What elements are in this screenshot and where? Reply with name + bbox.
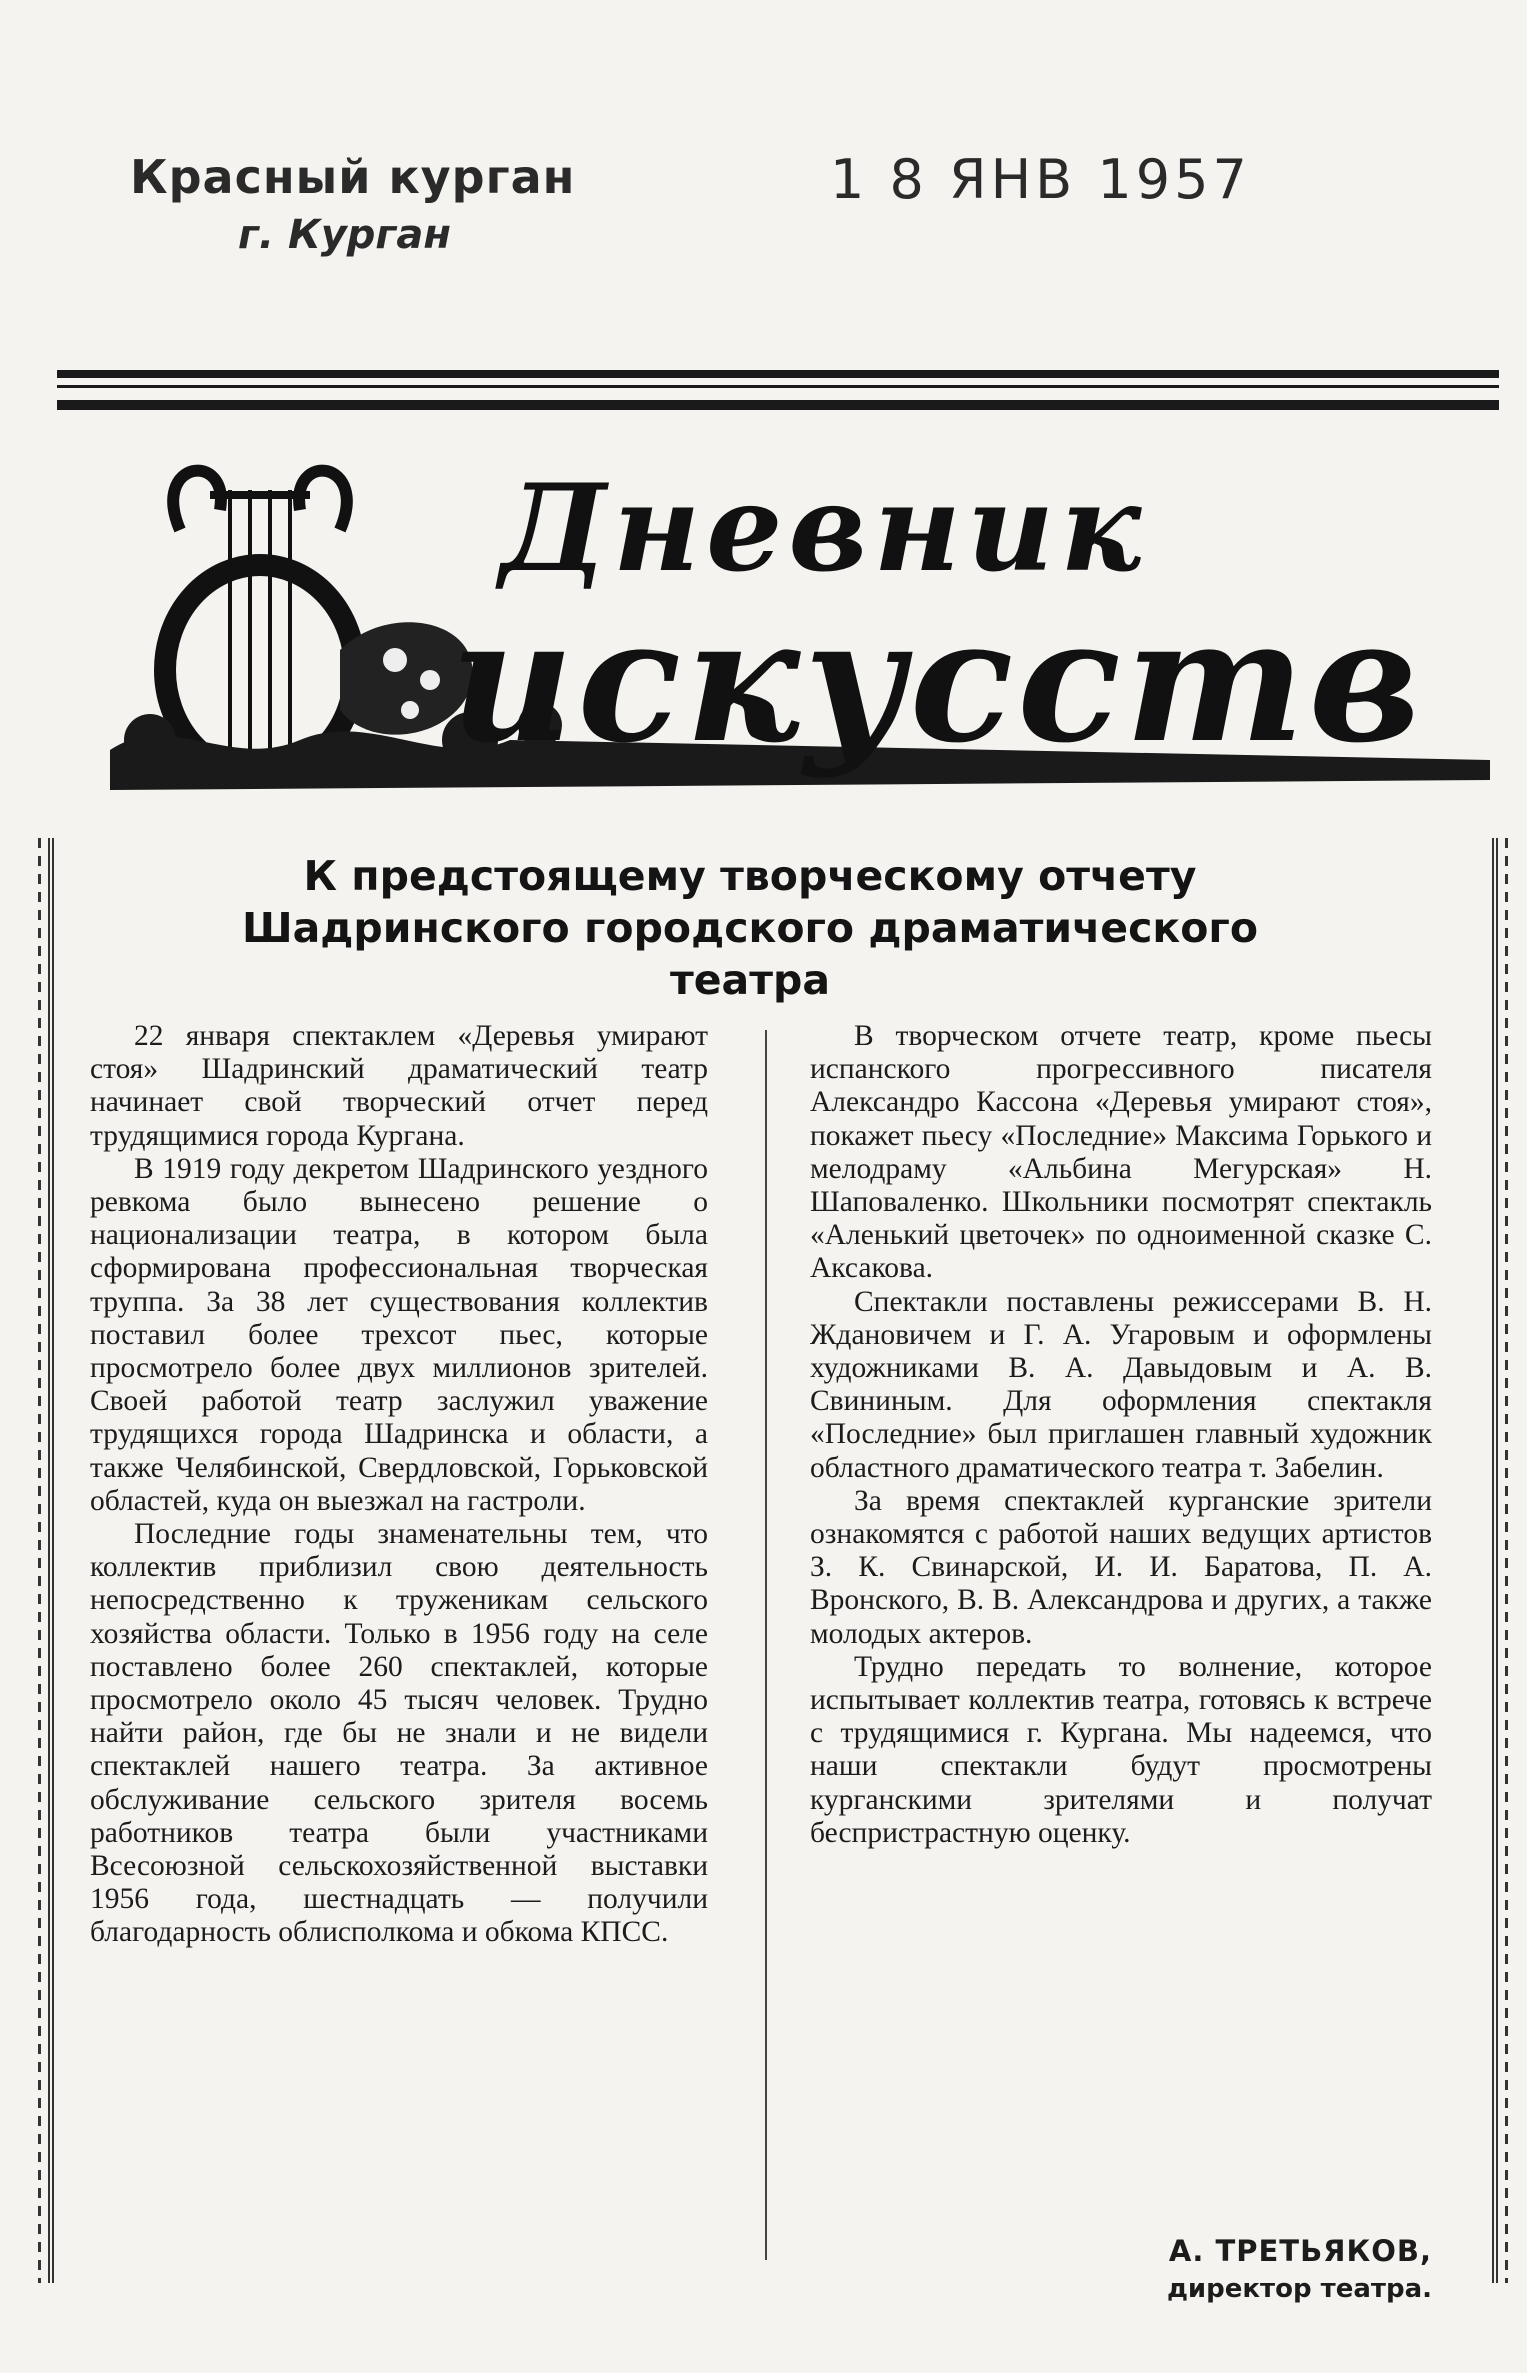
- stamp-newspaper-name: Красный курган: [130, 150, 576, 204]
- rubric-title-line1: Дневник: [500, 458, 1148, 599]
- article-column-left: [90, 1020, 708, 1950]
- column-divider: [765, 1030, 767, 2260]
- paragraph: В 1919 году декретом Шадринского уездного ревкома было вынесено решение о национализации театра, в котором была сформирована профессиональная творческая труппа. За 38 лет существования коллектив поставил более трехсот пьес, которые просмотрело более двух миллионов зрителей. Своей работой театр заслужил уважение трудящихся города Шадринска и области, а также Челябинской, Свердловской, Горьковской областей, куда он выезжал на гастроли.: [90, 1152, 708, 1517]
- headline-line: театра: [669, 956, 831, 1004]
- paragraph: В творческом отчете театр, кроме пьесы испанского прогрессивного писателя Александро Кассона «Деревья умирают стоя», покажет пьесу «Последние» Максима Горького и мелодраму «Альбина Мегурская» Н. Шаповаленко. Школьники посмотрят спектакль «Аленький цветочек» по одноименной сказке С. Аксакова.: [810, 1020, 1432, 1285]
- rubric-title-line2: искусств: [450, 581, 1425, 781]
- paragraph: Спектакли поставлены режиссерами В. Н. Ждановичем и Г. А. Угаровым и оформлены художниками В. А. Давыдовым и А. В. Свининым. Для оформления спектакля «Последние» был приглашен главный художник областного драматического театра т. Забелин.: [810, 1285, 1432, 1484]
- stamp-date: 1 8 ЯНВ 1957: [830, 148, 1251, 211]
- stamp-city: г. Курган: [238, 212, 451, 258]
- top-rule-thick: [57, 370, 1499, 378]
- rubric-header: [110, 420, 1490, 800]
- signature-role: директор театра.: [1166, 2274, 1432, 2304]
- headline-line: К предстоящему творческому отчету: [303, 852, 1197, 900]
- paragraph: Последние годы знаменательны тем, что коллектив приблизил свою деятельность непосредственно к труженикам сельского хозяйства области. Только в 1956 году на селе поставлено более 260 спектаклей, которые просмотрело около 45 тысяч человек. Трудно найти район, где бы не знали и не видели спектаклей нашего театра. За активное обслуживание сельского зрителя восемь работников театра были участниками Всесоюзной сельскохозяйственной выставки 1956 года, шестнадцать — получили благодарность облисполкома и обкома КПСС.: [90, 1518, 708, 1949]
- paragraph: За время спектаклей курганские зрители ознакомятся с работой наших ведущих артистов З. К. Свинарской, И. И. Баратова, П. А. Вронского, В. В. Александрова и других, а также молодых актеров.: [810, 1484, 1432, 1650]
- article-headline: [160, 850, 1340, 1006]
- paragraph: Трудно передать то волнение, которое испытывает коллектив театра, готовясь к встрече с трудящимися г. Кургана. Мы надеемся, что наши спектакли будут просмотрены курганскими зрителями и получат беспристрастную оценку.: [810, 1650, 1432, 1849]
- top-rule-thin: [57, 385, 1499, 388]
- lyre-icon: [165, 471, 355, 775]
- paragraph: 22 января спектаклем «Деревья умирают стоя» Шадринский драматический театр начинает свой творческий отчет перед трудящимися города Кургана.: [90, 1020, 708, 1152]
- headline-line: Шадринского городского драматического: [241, 904, 1258, 952]
- article-column-right: [810, 1020, 1432, 1850]
- signature-name: А. ТРЕТЬЯКОВ,: [1168, 2234, 1432, 2268]
- top-rule-bold: [57, 400, 1499, 410]
